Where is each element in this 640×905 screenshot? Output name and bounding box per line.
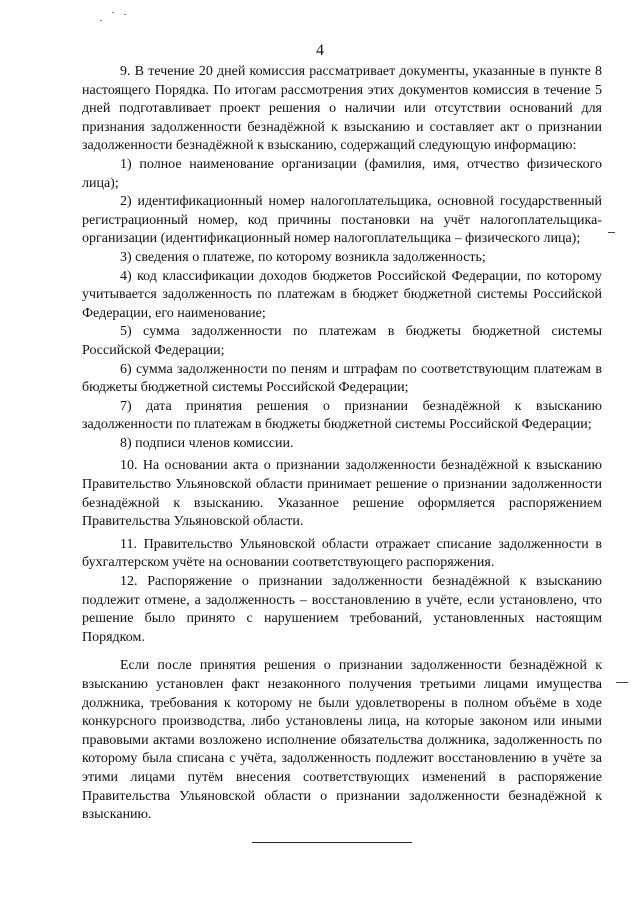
list-item-3: 3) сведения о платеже, по которому возникла задолженность; bbox=[120, 249, 486, 265]
scan-mark bbox=[616, 682, 628, 683]
document-body bbox=[82, 63, 602, 825]
list-item-1: 1) полное наименование организации (фамилия, имя, отчество физического лица); bbox=[82, 156, 602, 191]
paragraph-item-12: 12. Распоряжение о признании задолженности безнадёжной к взысканию подлежит отмене, а задолженность – восстановлению в учёте, если установлено, что решение было принято с нарушением требований, установленных настоящим Порядком. bbox=[82, 574, 602, 645]
paragraph-item-11: 11. Правительство Ульяновской области отражает списание задолженности в бухгалтерском учёте на основании соответствующего распоряжения. bbox=[82, 536, 602, 571]
paragraph-restoration: Если после принятия решения о признании задолженности безнадёжной к взысканию установлен факт незаконного получения третьими лицами имущества должника, требования к которому не были удовлетворены в полном объёме в ходе конкурсного производства, либо установлены лица, на которые законом или иными правовыми актами возложено исполнение обязательства должника, задолженность по которому была списана с учёта, задолженность подлежит восстановлению в учёте за этими лицами путём внесения соответствующих изменений в распоряжение Правительства Ульяновской области о признании задолженности безнадёжной к взысканию. bbox=[82, 658, 602, 823]
scan-speck bbox=[112, 12, 114, 13]
scan-mark bbox=[608, 232, 615, 233]
list-item-5: 5) сумма задолженности по платежам в бюджеты бюджетной системы Российской Федерации; bbox=[82, 324, 602, 358]
page-number: 4 bbox=[316, 42, 324, 59]
paragraph-item-9: 9. В течение 20 дней комиссия рассматривает документы, указанные в пункте 8 настоящего Порядка. По итогам рассмотрения этих документов комиссия в течение 5 дней подготавливает проект решения о наличии или отсутствии оснований для признания задолженности безнадёжной к взысканию и составляет акт о признании задолженности безнадёжной к взысканию, содержащий следующую информацию: bbox=[82, 64, 602, 154]
list-item-7: 7) дата принятия решения о признании безнадёжной к взысканию задолженности по платежам в бюджеты бюджетной системы Российской Федерации; bbox=[82, 398, 602, 433]
list-item-2: 2) идентификационный номер налогоплательщика, основной государственный регистрационный номер, код причины постановки на учёт налогоплательщика-организации (идентификационный номер налогоплательщика – физического лица); bbox=[82, 194, 602, 247]
list-item-8: 8) подписи членов комиссии. bbox=[120, 435, 294, 451]
list-item-4: 4) код классификации доходов бюджетов Российской Федерации, по которому учитывается задолженность по платежам в бюджет бюджетной системы Российской Федерации, его наименование; bbox=[82, 268, 602, 321]
scan-speck bbox=[124, 14, 126, 15]
scan-speck bbox=[100, 20, 102, 21]
closing-rule bbox=[252, 842, 412, 843]
paragraph-item-10: 10. На основании акта о признании задолженности безнадёжной к взысканию Правительство Ульяновской области принимает решение о признании задолженности безнадёжной к взысканию. Указанное решение оформляется распоряжением Правительства Ульяновской области. bbox=[82, 458, 602, 530]
list-item-6: 6) сумма задолженности по пеням и штрафам по соответствующим платежам в бюджеты бюджетной системы Российской Федерации; bbox=[82, 361, 602, 396]
